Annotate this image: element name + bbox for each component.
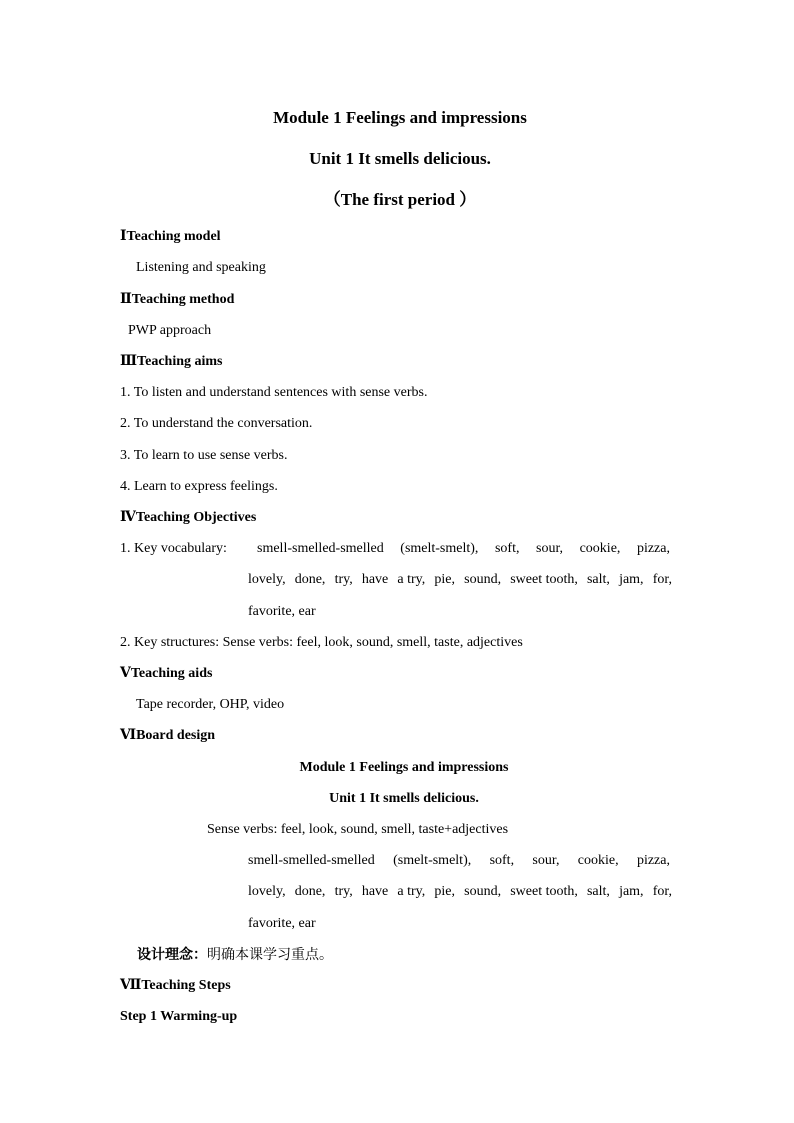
- vocab-token: salt,: [586, 572, 610, 587]
- vocab-line-2: [248, 571, 672, 589]
- board-vocab-line-1: [248, 852, 670, 870]
- aim-item: 3. To learn to use sense verbs.: [120, 448, 288, 463]
- vocab-token: (smelt-smelt),: [400, 541, 479, 556]
- step-1-heading: Step 1 Warming-up: [120, 1009, 238, 1024]
- vocab-token: lovely,: [248, 884, 286, 899]
- aim-item: 4. Learn to express feelings.: [120, 479, 278, 494]
- board-design-heading: ⅥBoard design: [120, 728, 216, 743]
- teaching-model-heading: ⅠTeaching model: [120, 229, 221, 244]
- board-sense-verbs: Sense verbs: feel, look, sound, smell, taste+adjectives: [207, 822, 509, 837]
- vocab-token: for,: [652, 884, 672, 899]
- vocab-token: have: [361, 884, 389, 899]
- aim-item: 1. To listen and understand sentences with sense verbs.: [120, 385, 428, 400]
- teaching-model-text: Listening and speaking: [136, 260, 266, 275]
- vocab-token: sour,: [536, 541, 564, 556]
- vocab-token: have: [361, 572, 389, 587]
- vocab-token: sound,: [464, 884, 502, 899]
- teaching-steps-heading: ⅦTeaching Steps: [120, 978, 231, 993]
- vocab-token: try,: [334, 884, 353, 899]
- aim-item: 2. To understand the conversation.: [120, 416, 313, 431]
- vocab-token: a try,: [397, 884, 426, 899]
- teaching-aids-text: Tape recorder, OHP, video: [136, 697, 285, 712]
- key-structures: 2. Key structures: Sense verbs: feel, look, sound, smell, taste, adjectives: [120, 635, 523, 650]
- vocab-token: smell-smelled-smelled: [248, 853, 375, 868]
- vocab-token: cookie,: [579, 541, 621, 556]
- vocab-token: jam,: [619, 572, 644, 587]
- teaching-method-heading: ⅡTeaching method: [120, 292, 235, 307]
- period-title: （The first period ）: [323, 190, 477, 209]
- vocab-line-3: favorite, ear: [248, 604, 316, 619]
- module-title: Module 1 Feelings and impressions: [273, 108, 527, 127]
- design-concept-label: 设计理念：: [137, 947, 207, 963]
- vocab-token: salt,: [586, 884, 610, 899]
- board-unit-title: Unit 1 It smells delicious.: [329, 791, 479, 806]
- vocab-token: pie,: [434, 572, 455, 587]
- vocab-token: pie,: [434, 884, 455, 899]
- vocab-token: smell-smelled-smelled: [257, 541, 384, 556]
- vocab-token: sweet tooth,: [510, 884, 578, 899]
- vocab-token: sound,: [464, 572, 502, 587]
- vocab-token: a try,: [397, 572, 426, 587]
- vocab-token: cookie,: [577, 853, 619, 868]
- board-vocab-line-2: [248, 883, 672, 901]
- vocab-token: done,: [294, 884, 326, 899]
- vocab-token: lovely,: [248, 572, 286, 587]
- vocab-token: sour,: [532, 853, 560, 868]
- design-concept-text: 明确本课学习重点。: [207, 947, 333, 963]
- vocab-token: jam,: [619, 884, 644, 899]
- vocab-token: pizza,: [636, 853, 670, 868]
- teaching-aims-heading: ⅢTeaching aims: [120, 354, 223, 369]
- vocab-token: soft,: [489, 853, 515, 868]
- vocab-token: soft,: [494, 541, 520, 556]
- vocab-token: for,: [652, 572, 672, 587]
- vocab-token: pizza,: [636, 541, 670, 556]
- vocab-token: done,: [294, 572, 326, 587]
- unit-title: Unit 1 It smells delicious.: [309, 149, 491, 168]
- vocab-label: 1. Key vocabulary:: [120, 541, 227, 556]
- vocab-token: (smelt-smelt),: [393, 853, 472, 868]
- design-concept: [137, 946, 333, 964]
- board-module-title: Module 1 Feelings and impressions: [299, 760, 509, 775]
- vocab-token: sweet tooth,: [510, 572, 578, 587]
- teaching-aids-heading: ⅤTeaching aids: [120, 666, 213, 681]
- teaching-objectives-heading: ⅣTeaching Objectives: [120, 510, 257, 525]
- vocab-line-1: [257, 540, 670, 558]
- teaching-method-text: PWP approach: [128, 323, 212, 338]
- vocab-token: try,: [334, 572, 353, 587]
- board-vocab-line-3: favorite, ear: [248, 916, 316, 931]
